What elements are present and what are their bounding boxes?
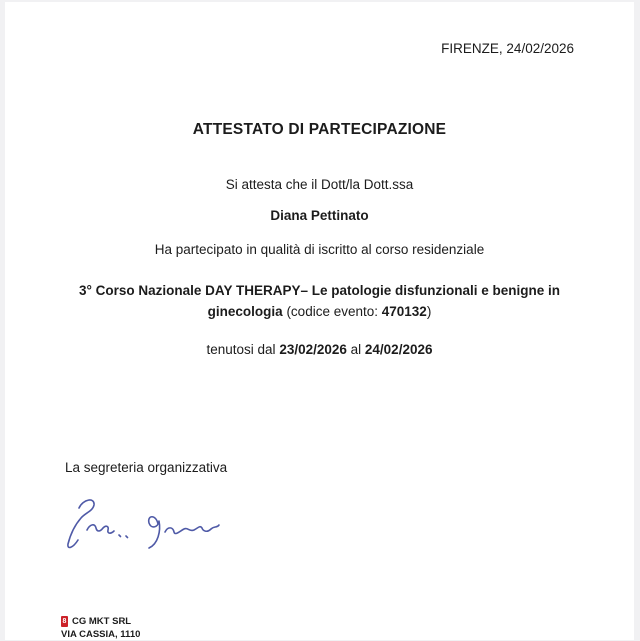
course-title-line2 — [5, 302, 634, 323]
event-code-prefix: (codice evento: — [282, 303, 382, 319]
start-date: 23/02/2026 — [279, 342, 347, 357]
attest-line: Si attesta che il Dott/la Dott.ssa — [225, 177, 414, 192]
secretary-label: La segreteria organizzativa — [65, 460, 228, 475]
course-title-text-2: ginecologia — [207, 303, 283, 319]
course-title-line1 — [5, 281, 634, 302]
course-title-text: 3° Corso Nazionale DAY THERAPY– Le patologie disfunzionali e benigne in — [79, 283, 560, 298]
footer-company-line — [61, 615, 140, 628]
dates-line — [5, 341, 634, 358]
event-code: 470132 — [381, 303, 427, 319]
footer — [61, 615, 140, 641]
dates-prefix: tenutosi dal — [206, 342, 280, 357]
company-name: CG MKT SRL — [72, 616, 132, 627]
end-date: 24/02/2026 — [364, 342, 433, 357]
course-title-block — [5, 281, 634, 322]
certificate-title: ATTESTATO DI PARTECIPAZIONE — [192, 121, 447, 138]
participation-line: Ha partecipato in qualità di iscritto al corso residenziale — [154, 242, 485, 257]
participant-name: Diana Pettinato — [270, 208, 369, 223]
date-line: FIRENZE, 24/02/2026 — [441, 41, 574, 56]
company-address: VIA CASSIA, 1110 — [61, 629, 141, 640]
signature — [61, 494, 231, 558]
company-logo-icon: 8 — [62, 618, 67, 625]
signature-scribble — [61, 494, 231, 558]
dates-connector: al — [346, 342, 365, 357]
certificate-page — [5, 2, 634, 640]
event-code-suffix: ) — [426, 303, 432, 319]
